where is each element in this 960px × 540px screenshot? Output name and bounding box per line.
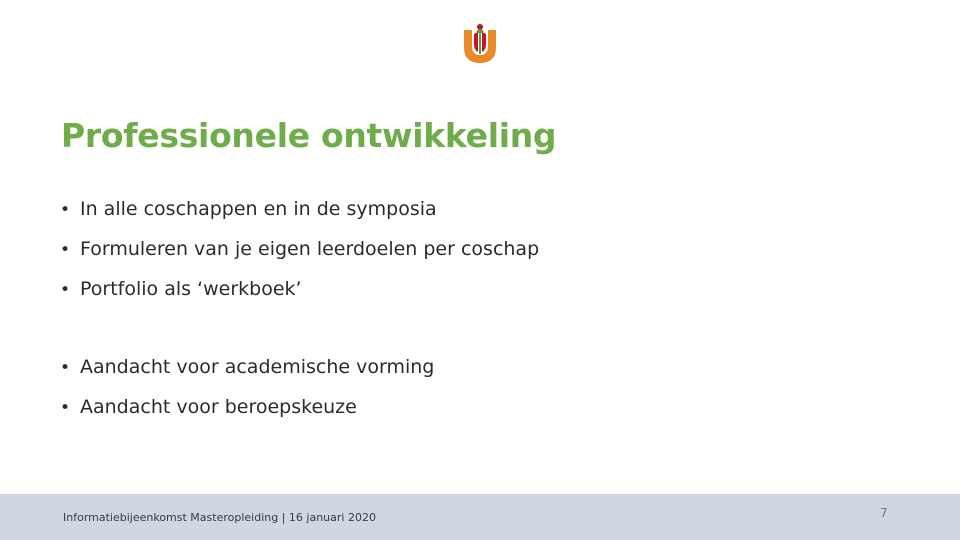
bullet-dot-icon: •	[60, 358, 71, 378]
tulip-logo-icon	[461, 22, 499, 64]
slide-title: Professionele ontwikkeling	[61, 116, 557, 155]
bullet-text: Portfolio als ‘werkboek’	[80, 278, 302, 300]
bullet-item	[60, 356, 434, 378]
bullet-item	[60, 198, 437, 220]
bullet-dot-icon: •	[60, 200, 71, 220]
bullet-dot-icon: •	[60, 280, 71, 300]
slide-footer	[0, 494, 960, 540]
bullet-text: Aandacht voor beroepskeuze	[80, 396, 357, 418]
bullet-item	[60, 238, 539, 260]
bullet-text: Formuleren van je eigen leerdoelen per coschap	[80, 238, 540, 260]
page-number: 7	[880, 506, 888, 520]
bullet-text: In alle coschappen en in de symposia	[80, 198, 437, 220]
bullet-item	[60, 278, 302, 300]
bullet-text: Aandacht voor academische vorming	[80, 356, 435, 378]
footer-text: Informatiebijeenkomst Masteropleiding | 16 januari 2020	[63, 511, 376, 524]
bullet-dot-icon: •	[60, 398, 71, 418]
bullet-dot-icon: •	[60, 240, 71, 260]
bullet-item	[60, 396, 357, 418]
